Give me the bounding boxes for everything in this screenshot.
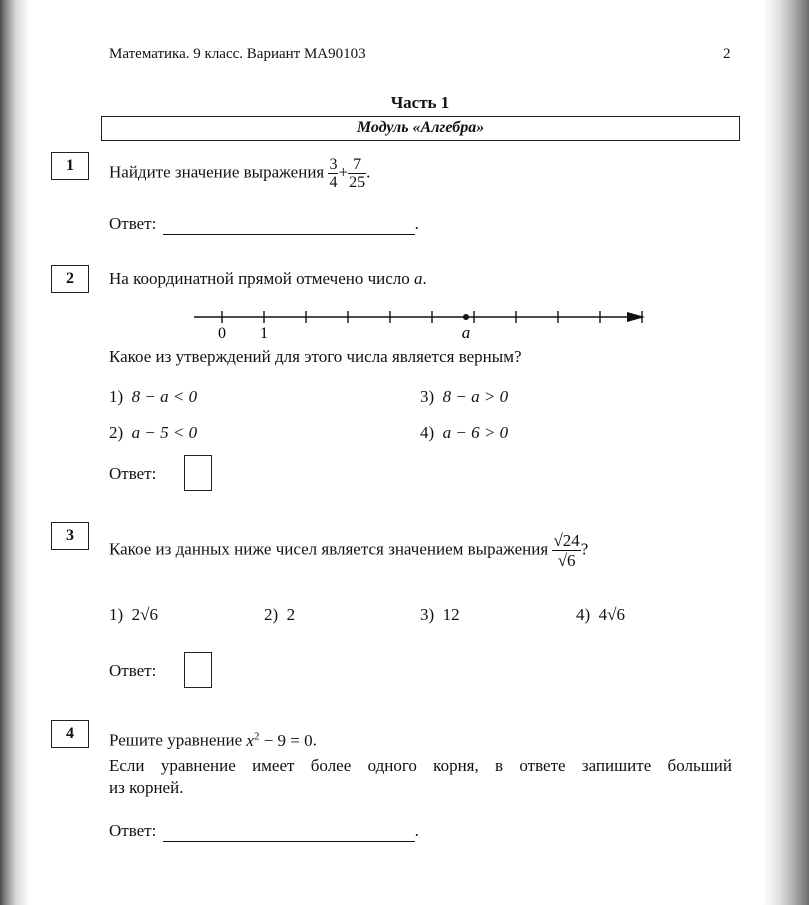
task-2-option-3[interactable]: 3) 8 − a > 0 bbox=[420, 387, 509, 406]
task-2-option-4[interactable]: 4) a − 6 > 0 bbox=[420, 423, 509, 442]
task-1-number: 1 bbox=[51, 152, 89, 180]
task-4-answer: Ответ: . bbox=[109, 821, 419, 840]
task-1-answer: Ответ: . bbox=[109, 214, 419, 233]
task-2-option-2[interactable]: 2) a − 5 < 0 bbox=[109, 423, 198, 442]
task-2-variable: a bbox=[414, 269, 423, 288]
number-line-point bbox=[463, 314, 469, 320]
number-line-label-a: a bbox=[461, 323, 471, 342]
task-4-equation: $x^2 - 9 = 0$ bbox=[246, 730, 313, 750]
number-line bbox=[190, 302, 660, 342]
scan-shadow-right bbox=[763, 0, 809, 905]
task-2-question: Какое из утверждений для этого числа является верным? bbox=[109, 347, 522, 366]
task-2-prompt: На координатной прямой отмечено число bbox=[109, 269, 410, 288]
task-3-option-2[interactable]: 2) 2 bbox=[264, 605, 296, 624]
task-4-prompt: Решите уравнение bbox=[109, 730, 243, 750]
task-4-answer-line[interactable] bbox=[163, 821, 415, 842]
task-3-option-1[interactable]: 1) 2√6 bbox=[109, 605, 159, 624]
task-1-answer-line[interactable] bbox=[163, 214, 415, 235]
task-3-option-4[interactable]: 4) 4√6 bbox=[576, 605, 626, 624]
task-1-text: Найдите значение выражения $\frac{3}{4}$ + $\frac{7}{25}$ . bbox=[109, 156, 371, 191]
task-3-option-3[interactable]: 3) 12 bbox=[420, 605, 460, 624]
running-header: Математика. 9 класс. Вариант МА90103 bbox=[109, 46, 366, 62]
page-number: 2 bbox=[723, 46, 731, 62]
task-3-number: 3 bbox=[51, 522, 89, 550]
number-line-label-0: 0 bbox=[218, 325, 226, 342]
task-2-answer-box[interactable] bbox=[184, 455, 212, 491]
task-1-fraction-2: $\frac{7}{25}$ bbox=[349, 156, 366, 191]
task-1-fraction-1: $\frac{3}{4}$ bbox=[329, 156, 338, 191]
module-title: Модуль «Алгебра» bbox=[356, 119, 485, 136]
task-2-option-1[interactable]: 1) 8 − a < 0 bbox=[109, 387, 198, 406]
module-box bbox=[101, 116, 740, 141]
task-4-text: Решите уравнение $x^2 - 9 = 0$. bbox=[109, 730, 317, 750]
scan-shadow-left bbox=[0, 0, 30, 905]
task-2-text: На координатной прямой отмечено число a. bbox=[109, 269, 427, 288]
answer-label: Ответ: bbox=[109, 214, 157, 233]
task-4-line-3: из корней. bbox=[109, 778, 184, 797]
task-3-answer-label: Ответ: bbox=[109, 661, 157, 680]
part-title: Часть 1 bbox=[390, 93, 450, 112]
task-2-answer-label: Ответ: bbox=[109, 464, 157, 483]
task-1-operator: + bbox=[338, 162, 349, 182]
task-4-number: 4 bbox=[51, 720, 89, 748]
task-4-line-2: Если уравнение имеет более одного корня, в ответе запишите больший bbox=[109, 756, 732, 775]
task-3-fraction: $\frac{√24}{√6}$ bbox=[553, 531, 580, 570]
answer-label: Ответ: bbox=[109, 821, 157, 840]
task-1-prompt: Найдите значение выражения bbox=[109, 162, 325, 182]
task-3-prompt: Какое из данных ниже чисел является значением выражения bbox=[109, 539, 549, 559]
task-2-number: 2 bbox=[51, 265, 89, 293]
task-3-answer-box[interactable] bbox=[184, 652, 212, 688]
task-3-text: Какое из данных ниже чисел является значением выражения $\frac{√24}{√6}$ ? bbox=[109, 531, 589, 570]
number-line-label-1: 1 bbox=[260, 325, 268, 342]
